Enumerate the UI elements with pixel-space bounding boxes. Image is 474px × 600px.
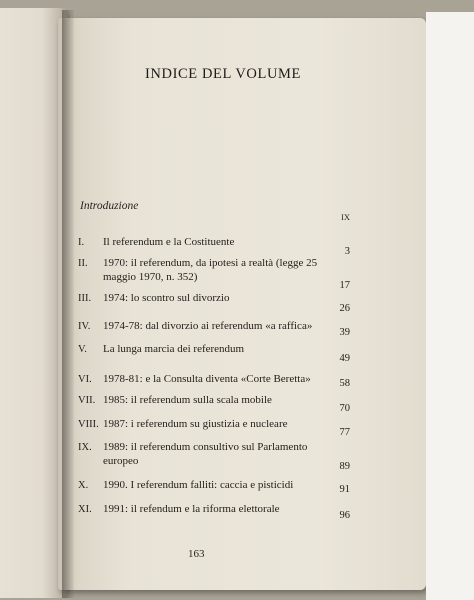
- toc-entry-title: 1990. I referendum falliti: caccia e pisticidi: [103, 479, 294, 491]
- toc-entry-page: 89: [339, 461, 350, 472]
- toc-entry-page: 26: [339, 303, 350, 314]
- toc-entry-number: X.: [78, 480, 89, 491]
- toc-entry-title: Il referendum e la Costituente: [103, 236, 235, 248]
- toc-entry-page: 39: [339, 327, 350, 338]
- toc-entry-title: 1987: i referendum su giustizia e nucleare: [103, 418, 288, 430]
- toc-entry-title: 1974: lo scontro sul divorzio: [103, 292, 230, 304]
- toc-intro-label: Introduzione: [80, 200, 139, 212]
- toc-entry-title: 1978-81: e la Consulta diventa «Corte Beretta»: [103, 373, 311, 385]
- toc-entry-number: III.: [78, 293, 92, 304]
- toc-entry-number: VI.: [78, 374, 92, 385]
- toc-entry-number: VIII.: [78, 419, 99, 430]
- toc-entry-page: 70: [339, 403, 350, 414]
- toc-entry-number: II.: [78, 258, 88, 269]
- toc-entry-page: 58: [339, 378, 350, 389]
- scan-margin: [426, 12, 474, 600]
- toc-entry-number: VII.: [78, 395, 96, 406]
- toc-entry-number: XI.: [78, 504, 92, 515]
- toc-entry-page: 49: [339, 353, 350, 364]
- toc-entry-number: V.: [78, 344, 87, 355]
- toc-entry-page: 3: [344, 246, 350, 257]
- toc-entry-title: La lunga marcia dei referendum: [103, 343, 245, 355]
- toc-entry-title: 1989: il referendum consultivo sul Parlamento europeo: [103, 441, 308, 467]
- toc-entry-number: I.: [78, 237, 85, 248]
- toc-entry-title: 1991: il refendum e la riforma elettorale: [103, 503, 280, 515]
- toc-entry-title: 1985: il referendum sulla scala mobile: [103, 394, 272, 406]
- toc-entry-page: 96: [339, 510, 350, 521]
- toc-entry-title: 1974-78: dal divorzio ai referendum «a raffica»: [103, 320, 313, 332]
- toc-entry-page: 77: [339, 427, 350, 438]
- toc-entry-number: IX.: [78, 442, 92, 453]
- page-number: 163: [188, 548, 205, 560]
- toc-entry-page: 17: [339, 280, 350, 291]
- toc-entry-number: IV.: [78, 321, 91, 332]
- toc-entry-page: 91: [339, 484, 350, 495]
- toc-intro-page: IX: [341, 212, 350, 222]
- book-gutter-shadow: [62, 10, 74, 598]
- page-title: INDICE DEL VOLUME: [145, 66, 301, 82]
- toc-entry-title: 1970: il referendum, da ipotesi a realtà (legge 25 maggio 1970, n. 352): [103, 257, 318, 283]
